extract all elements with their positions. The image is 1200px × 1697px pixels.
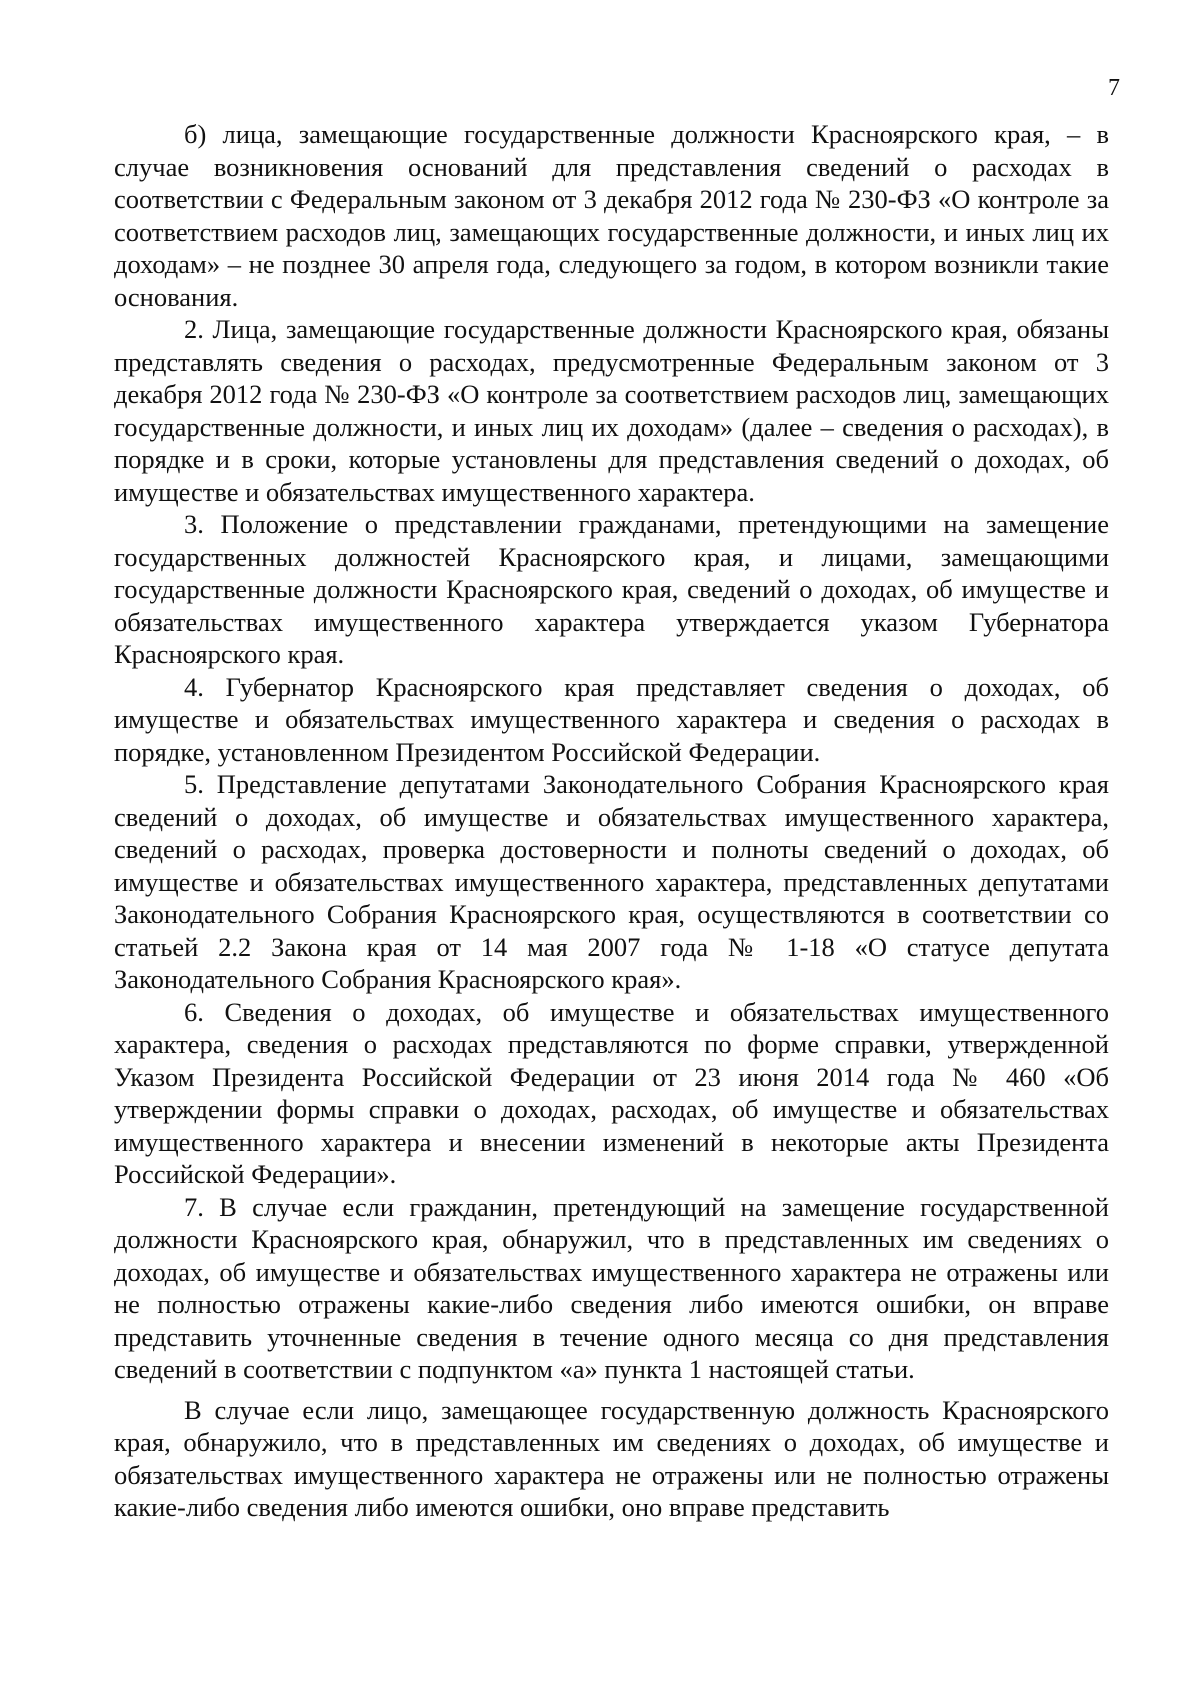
paragraph-4: 4. Губернатор Красноярского края представляет сведения о доходах, об имуществе и обязательствах имущественного характера и сведения о расходах в порядке, установленном Президентом Российской Федерации. bbox=[114, 671, 1109, 767]
paragraph-7: 7. В случае если гражданин, претендующий на замещение государственной должности Красноярского края, обнаружил, что в представленных им сведениях о доходах, об имуществе и обязательствах имущественного характера не отражены или не полностью отражены какие-либо сведения либо имеются ошибки, он вправе представить уточненные сведения в течение одного месяца со дня представления сведений в соответствии с подпунктом «а» пункта 1 настоящей статьи. bbox=[114, 1191, 1109, 1384]
paragraph-5: 5. Представление депутатами Законодательного Собрания Красноярского края сведений о доходах, об имуществе и обязательствах имущественного характера, сведений о расходах, проверка достоверности и полноты сведений о доходах, об имуществе и обязательствах имущественного характера, представленных депутатами Законодательного Собрания Красноярского края, осуществляются в соответствии со статьей 2.2 Закона края от 14 мая 2007 года № 1-18 «О статусе депутата Законодательного Собрания Красноярского края». bbox=[114, 769, 1109, 994]
paragraph-3: 3. Положение о представлении гражданами, претендующими на замещение государственных должностей Красноярского края, и лицами, замещающими государственные должности Красноярского края, сведений о доходах, об имуществе и обязательствах имущественного характера утверждается указом Губернатора Красноярского края. bbox=[114, 509, 1109, 669]
paragraph-1b: б) лица, замещающие государственные должности Красноярского края, – в случае возникновения оснований для представления сведений о расходах в соответствии с Федеральным законом от 3 декабря 2012 года № 230-ФЗ «О контроле за соответствием расходов лиц, замещающих государственные должности, и иных лиц их доходам» – не позднее 30 апреля года, следующего за годом, в котором возникли такие основания. bbox=[114, 119, 1109, 312]
page-number: 7 bbox=[1108, 75, 1120, 101]
paragraph-2: 2. Лица, замещающие государственные должности Красноярского края, обязаны представлять сведения о расходах, предусмотренные Федеральным законом от 3 декабря 2012 года № 230-ФЗ «О контроле за соответствием расходов лиц, замещающих государственные должности, и иных лиц их доходам» (далее – сведения о расходах), в порядке и в сроки, которые установлены для представления сведений о доходах, об имуществе и обязательствах имущественного характера. bbox=[114, 314, 1109, 507]
paragraph-6: 6. Сведения о доходах, об имуществе и обязательствах имущественного характера, сведения о расходах представляются по форме справки, утвержденной Указом Президента Российской Федерации от 23 июня 2014 года № 460 «Об утверждении формы справки о доходах, расходах, об имуществе и обязательствах имущественного характера и внесении изменений в некоторые акты Президента Российской Федерации». bbox=[114, 996, 1109, 1189]
paragraph-7-continued: В случае если лицо, замещающее государственную должность Красноярского края, обнаружило, что в представленных им сведениях о доходах, об имуществе и обязательствах имущественного характера не отражены или не полностью отражены какие-либо сведения либо имеются ошибки, оно вправе представить bbox=[114, 1394, 1109, 1522]
document-body bbox=[114, 118, 1109, 1524]
